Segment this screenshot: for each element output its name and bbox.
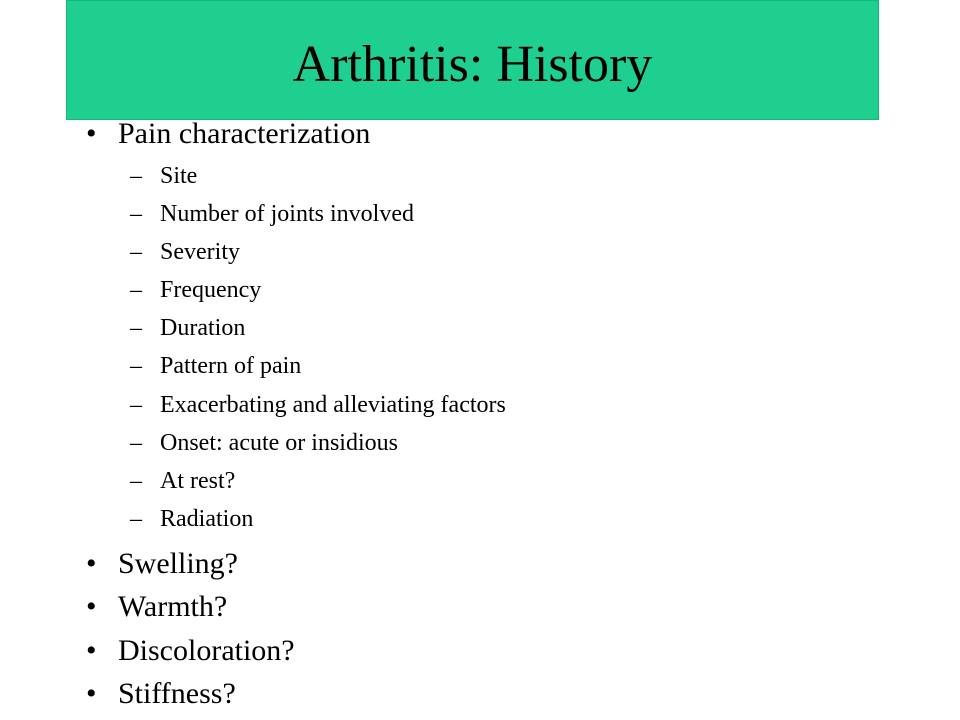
bullet-marker: • — [86, 590, 97, 623]
dash-marker: – — [130, 392, 142, 418]
bullet-text: Swelling? — [118, 547, 238, 580]
dash-marker: – — [130, 201, 142, 227]
slide-title: Arthritis: History — [292, 36, 653, 93]
dash-marker: – — [130, 163, 142, 189]
subbullet-text: Onset: acute or insidious — [160, 430, 398, 456]
subbullet-text: Duration — [160, 315, 246, 341]
subbullet-text: At rest? — [160, 468, 236, 494]
dash-marker: – — [130, 506, 142, 532]
subbullet-text: Frequency — [160, 277, 262, 303]
bullet-text: Stiffness? — [118, 677, 236, 710]
bullet-text: Pain characterization — [118, 117, 371, 150]
subbullet-text: Exacerbating and alleviating factors — [160, 392, 506, 418]
bullet-marker: • — [86, 634, 97, 667]
bullet-marker: • — [86, 117, 97, 150]
dash-marker: – — [130, 315, 142, 341]
bullet-marker: • — [86, 677, 97, 710]
subbullet-text: Site — [160, 163, 198, 189]
bullet-text: Warmth? — [118, 590, 228, 623]
dash-marker: – — [130, 468, 142, 494]
subbullet-text: Radiation — [160, 506, 254, 532]
subbullet-text: Number of joints involved — [160, 201, 414, 227]
dash-marker: – — [130, 239, 142, 265]
bullet-text: Discoloration? — [118, 634, 295, 667]
subbullet-text: Pattern of pain — [160, 353, 302, 379]
dash-marker: – — [130, 430, 142, 456]
subbullet-text: Severity — [160, 239, 240, 265]
dash-marker: – — [130, 277, 142, 303]
bullet-marker: • — [86, 547, 97, 580]
dash-marker: – — [130, 353, 142, 379]
